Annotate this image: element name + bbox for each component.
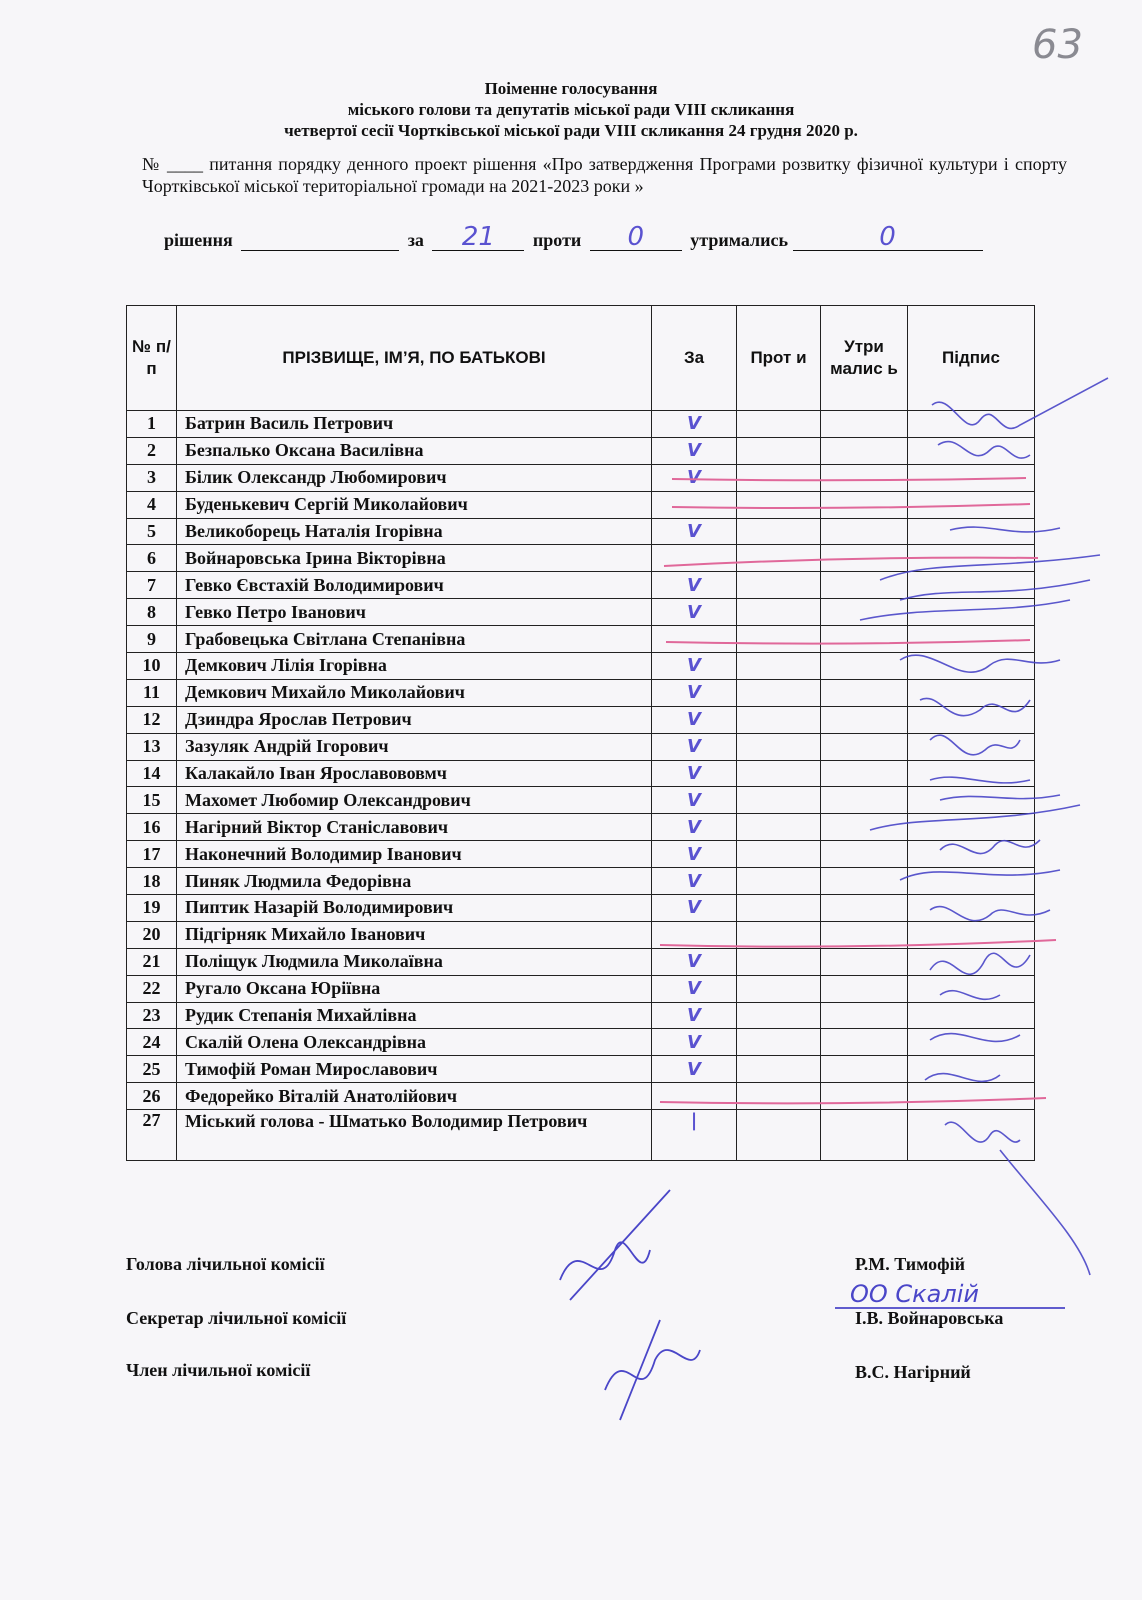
vote-against-cell (737, 895, 821, 922)
vote-against-cell (737, 760, 821, 787)
abstain-label: утримались (690, 230, 788, 250)
vote-abstain-cell (821, 760, 908, 787)
signature-cell (908, 653, 1035, 680)
vote-against-cell (737, 706, 821, 733)
vote-abstain-cell (821, 733, 908, 760)
row-number: 13 (127, 733, 177, 760)
vote-against-cell (737, 599, 821, 626)
member-name: Батрин Василь Петрович (177, 411, 652, 438)
vote-for-mark (652, 491, 737, 518)
decision-blank (241, 232, 399, 251)
row-number: 27 (127, 1110, 177, 1161)
vote-against-cell (737, 787, 821, 814)
signature-cell (908, 518, 1035, 545)
vote-abstain-cell (821, 679, 908, 706)
header-against: Прот и (737, 306, 821, 411)
signature-cell (908, 1110, 1035, 1161)
secretary-name: І.В. Войнаровська (855, 1308, 1004, 1328)
abstain-count-field (793, 222, 983, 252)
vote-against-cell (737, 814, 821, 841)
vote-for-mark: V (652, 841, 737, 868)
member-name: Федорейко Віталій Анатолійович (177, 1083, 652, 1110)
table-row (127, 733, 1035, 760)
vote-for-mark: V (652, 868, 737, 895)
title-line-1: Поіменне голосування (484, 79, 658, 98)
vote-for-mark: V (652, 787, 737, 814)
row-number: 17 (127, 841, 177, 868)
signature-cell (908, 626, 1035, 653)
vote-abstain-cell (821, 518, 908, 545)
signature-mark (1000, 1150, 1090, 1275)
vote-for-mark: V (652, 679, 737, 706)
row-number: 9 (127, 626, 177, 653)
member-signature (605, 1320, 700, 1420)
vote-abstain-cell (821, 1002, 908, 1029)
vote-abstain-cell (821, 868, 908, 895)
row-number: 1 (127, 411, 177, 438)
member-name: Пиптик Назарій Володимирович (177, 895, 652, 922)
table-row (127, 921, 1035, 948)
table-row (127, 626, 1035, 653)
vote-against-cell (737, 948, 821, 975)
vote-abstain-cell (821, 814, 908, 841)
table-row (127, 868, 1035, 895)
table-row (127, 437, 1035, 464)
vote-for-mark: V (652, 975, 737, 1002)
vote-against-cell (737, 1029, 821, 1056)
table-row (127, 1056, 1035, 1083)
table-row (127, 1110, 1035, 1161)
chair-signature (560, 1190, 670, 1300)
vote-abstain-cell (821, 1029, 908, 1056)
vote-against-cell (737, 545, 821, 572)
signature-cell (908, 948, 1035, 975)
vote-abstain-cell (821, 491, 908, 518)
table-row (127, 599, 1035, 626)
member-name: Безпалько Оксана Василівна (177, 437, 652, 464)
vote-for-mark: V (652, 653, 737, 680)
vote-for-mark: V (652, 948, 737, 975)
vote-for-mark: V (652, 437, 737, 464)
vote-for-mark (652, 626, 737, 653)
table-row (127, 518, 1035, 545)
title-line-2: міського голови та депутатів міської ради VIII скликання (347, 100, 795, 119)
table-row (127, 975, 1035, 1002)
header-abstain: Утри малис ь (821, 306, 908, 411)
vote-against-cell (737, 572, 821, 599)
table-row (127, 464, 1035, 491)
table-row (127, 760, 1035, 787)
member-name: Нагірний Віктор Станіславович (177, 814, 652, 841)
member-name: Калакайло Іван Ярославововмч (177, 760, 652, 787)
roll-call-table (126, 305, 1035, 1161)
row-number: 20 (127, 921, 177, 948)
row-number: 5 (127, 518, 177, 545)
member-name: Скалій Олена Олександрівна (177, 1029, 652, 1056)
vote-abstain-cell (821, 787, 908, 814)
member-name: Гевко Петро Іванович (177, 599, 652, 626)
member-name: В.С. Нагірний (855, 1362, 971, 1382)
table-row (127, 653, 1035, 680)
member-name: Білик Олександр Любомирович (177, 464, 652, 491)
for-label: за (407, 230, 424, 250)
vote-abstain-cell (821, 545, 908, 572)
signature-cell (908, 599, 1035, 626)
member-name: Зазуляк Андрій Ігорович (177, 733, 652, 760)
signature-cell (908, 411, 1035, 438)
row-number: 18 (127, 868, 177, 895)
signature-cell (908, 1056, 1035, 1083)
signature-cell (908, 760, 1035, 787)
signature-cell (908, 572, 1035, 599)
vote-for-mark: V (652, 1002, 737, 1029)
secretary-handwritten-name: ОО Скалій (850, 1280, 979, 1308)
vote-against-cell (737, 437, 821, 464)
vote-for-mark (652, 1083, 737, 1110)
vote-against-cell (737, 491, 821, 518)
table-row (127, 1083, 1035, 1110)
against-label: проти (532, 230, 582, 250)
row-number: 7 (127, 572, 177, 599)
signature-cell (908, 1029, 1035, 1056)
vote-abstain-cell (821, 921, 908, 948)
vote-abstain-cell (821, 975, 908, 1002)
table-row (127, 841, 1035, 868)
member-name: Пиняк Людмила Федорівна (177, 868, 652, 895)
vote-for-mark: V (652, 464, 737, 491)
signature-cell (908, 464, 1035, 491)
vote-against-cell (737, 733, 821, 760)
vote-against-cell (737, 1083, 821, 1110)
vote-against-cell (737, 975, 821, 1002)
member-name: Демкович Михайло Миколайович (177, 679, 652, 706)
vote-against-cell (737, 1056, 821, 1083)
vote-abstain-cell (821, 411, 908, 438)
vote-against-cell (737, 921, 821, 948)
row-number: 16 (127, 814, 177, 841)
title-line-3: четвертої сесії Чортківської міської ради VIII скликання 24 грудня 2020 р. (284, 121, 858, 140)
header-name: ПРІЗВИЩЕ, ІМ’Я, ПО БАТЬКОВІ (177, 306, 652, 411)
row-number: 23 (127, 1002, 177, 1029)
member-name: Наконечний Володимир Іванович (177, 841, 652, 868)
vote-abstain-cell (821, 626, 908, 653)
member-name: Гевко Євстахій Володимирович (177, 572, 652, 599)
vote-against-cell (737, 653, 821, 680)
row-number: 8 (127, 599, 177, 626)
member-name: Буденькевич Сергій Миколайович (177, 491, 652, 518)
member-name: Поліщук Людмила Миколаївна (177, 948, 652, 975)
row-number: 10 (127, 653, 177, 680)
vote-for-mark (652, 921, 737, 948)
table-header-row (127, 306, 1035, 411)
vote-against-cell (737, 411, 821, 438)
table-row (127, 948, 1035, 975)
vote-for-mark: V (652, 1056, 737, 1083)
signature-cell (908, 975, 1035, 1002)
member-name: Великоборець Наталія Ігорівна (177, 518, 652, 545)
chair-name: Р.М. Тимофій (855, 1254, 966, 1274)
member-name: Підгірняк Михайло Іванович (177, 921, 652, 948)
table-row (127, 895, 1035, 922)
table-row (127, 787, 1035, 814)
signature-cell (908, 733, 1035, 760)
signature-cell (908, 1083, 1035, 1110)
row-number: 11 (127, 679, 177, 706)
chair-label: Голова лічильної комісії (126, 1254, 325, 1274)
vote-result-line (164, 222, 987, 252)
vote-abstain-cell (821, 706, 908, 733)
for-count-handwritten: 21 (461, 222, 495, 252)
table-row (127, 679, 1035, 706)
row-number: 15 (127, 787, 177, 814)
vote-against-cell (737, 518, 821, 545)
row-number: 21 (127, 948, 177, 975)
member-label: Член лічильної комісії (126, 1360, 311, 1380)
signature-cell (908, 814, 1035, 841)
vote-for-mark: V (652, 599, 737, 626)
signature-cell (908, 921, 1035, 948)
member-name: Демкович Лілія Ігорівна (177, 653, 652, 680)
against-count-field (590, 222, 682, 252)
row-number: 3 (127, 464, 177, 491)
table-row (127, 1002, 1035, 1029)
vote-against-cell (737, 626, 821, 653)
row-number: 25 (127, 1056, 177, 1083)
vote-for-mark: | (652, 1110, 737, 1161)
document-title (0, 78, 1142, 141)
abstain-count-handwritten: 0 (879, 222, 896, 252)
row-number: 14 (127, 760, 177, 787)
row-number: 22 (127, 975, 177, 1002)
member-name: Рудик Степанія Михайлівна (177, 1002, 652, 1029)
vote-for-mark: V (652, 411, 737, 438)
signature-cell (908, 706, 1035, 733)
vote-against-cell (737, 679, 821, 706)
for-count-field (432, 222, 524, 252)
signature-cell (908, 895, 1035, 922)
signature-cell (908, 679, 1035, 706)
table-row (127, 814, 1035, 841)
signature-cell (908, 841, 1035, 868)
vote-abstain-cell (821, 1110, 908, 1161)
vote-for-mark: V (652, 733, 737, 760)
vote-abstain-cell (821, 1056, 908, 1083)
signature-cell (908, 1002, 1035, 1029)
row-number: 26 (127, 1083, 177, 1110)
vote-against-cell (737, 841, 821, 868)
vote-abstain-cell (821, 1083, 908, 1110)
signature-cell (908, 545, 1035, 572)
member-name: Ругало Оксана Юріївна (177, 975, 652, 1002)
member-name: Міський голова - Шматько Володимир Петрович (177, 1110, 652, 1161)
header-for: За (652, 306, 737, 411)
row-number: 4 (127, 491, 177, 518)
vote-abstain-cell (821, 948, 908, 975)
header-num: № п/п (127, 306, 177, 411)
table-row (127, 411, 1035, 438)
signature-cell (908, 787, 1035, 814)
vote-abstain-cell (821, 895, 908, 922)
member-name: Тимофій Роман Мирославович (177, 1056, 652, 1083)
vote-abstain-cell (821, 437, 908, 464)
row-number: 6 (127, 545, 177, 572)
vote-abstain-cell (821, 599, 908, 626)
signature-cell (908, 491, 1035, 518)
member-name: Дзиндра Ярослав Петрович (177, 706, 652, 733)
vote-for-mark: V (652, 895, 737, 922)
against-count-handwritten: 0 (627, 222, 645, 252)
row-number: 12 (127, 706, 177, 733)
header-signature: Підпис (908, 306, 1035, 411)
secretary-label: Секретар лічильної комісії (126, 1308, 347, 1328)
vote-abstain-cell (821, 464, 908, 491)
vote-against-cell (737, 1002, 821, 1029)
signature-cell (908, 868, 1035, 895)
handwritten-page-number: 63 (1032, 22, 1083, 68)
vote-for-mark: V (652, 572, 737, 599)
row-number: 2 (127, 437, 177, 464)
vote-abstain-cell (821, 841, 908, 868)
table-row (127, 545, 1035, 572)
vote-for-mark: V (652, 518, 737, 545)
table-row (127, 572, 1035, 599)
vote-for-mark: V (652, 1029, 737, 1056)
row-number: 24 (127, 1029, 177, 1056)
table-row (127, 706, 1035, 733)
agenda-issue: № ____ питання порядку денного проект рішення «Про затвердження Програми розвитку фізичної культури і спорту Чортківської міської територіальної громади на 2021-2023 роки » (142, 154, 1067, 196)
vote-against-cell (737, 1110, 821, 1161)
vote-abstain-cell (821, 572, 908, 599)
member-name: Махомет Любомир Олександрович (177, 787, 652, 814)
vote-for-mark: V (652, 760, 737, 787)
commission-signatures (560, 1190, 1065, 1420)
vote-for-mark (652, 545, 737, 572)
table-row (127, 491, 1035, 518)
row-number: 19 (127, 895, 177, 922)
vote-against-cell (737, 868, 821, 895)
table-row (127, 1029, 1035, 1056)
decision-label: рішення (164, 230, 233, 250)
vote-abstain-cell (821, 653, 908, 680)
vote-against-cell (737, 464, 821, 491)
vote-for-mark: V (652, 814, 737, 841)
vote-for-mark: V (652, 706, 737, 733)
member-name: Войнаровська Ірина Вікторівна (177, 545, 652, 572)
member-name: Грабовецька Світлана Степанівна (177, 626, 652, 653)
signature-cell (908, 437, 1035, 464)
